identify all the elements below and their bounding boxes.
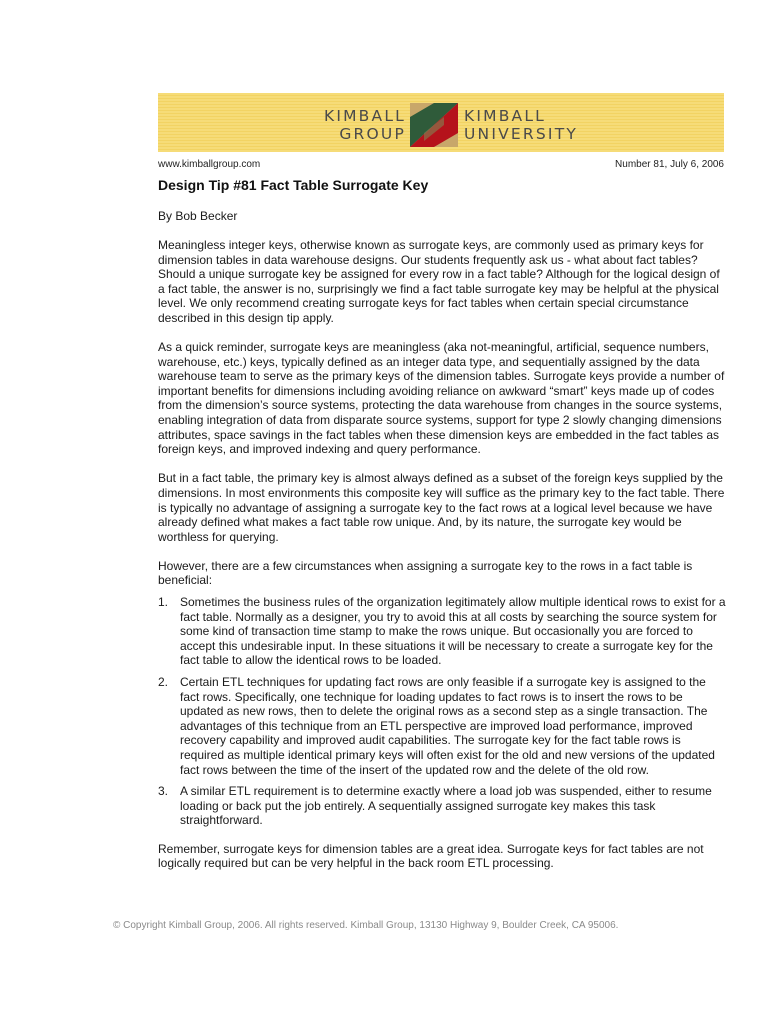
- list-number: 3.: [158, 784, 169, 799]
- list-text: Certain ETL techniques for updating fact rows are only feasible if a surrogate key is assigned to the fact rows. Specifically, one technique for loading updates to fact rows is to insert the rows to be updated as new rows, then to delete the original rows as a second step as a single transaction. The advantages of this technique from an ETL perspective are improved load performance, improved recovery capability and improved audit capabilities. The surrogate key for the fact table rows is required as multiple identical primary keys will often exist for the old and new versions of the updated fact rows between the time of the insert of the updated row and the delete of the old row.: [180, 674, 715, 777]
- list-number: 2.: [158, 674, 169, 689]
- paragraph-2: As a quick reminder, surrogate keys are meaningless (aka not-meaningful, artificial, sequence numbers, warehouse, etc.) keys, typically defined as an integer data type, and sequentially assigned by the data warehouse team to serve as the primary keys of the dimension tables. Surrogate keys provide a number of important benefits for dimensions including avoiding reliance on awkward “smart” keys made up of codes from the dimension’s source systems, protecting the data warehouse from changes in the source systems, enabling integration of data from disparate source systems, support for type 2 slowly changing dimensions attributes, space savings in the fact tables when these dimension keys are embedded in the fact tables as foreign keys, and improved indexing and query performance.: [158, 340, 725, 457]
- paragraph-4: However, there are a few circumstances when assigning a surrogate key to the rows in a fact table is beneficial:: [158, 558, 693, 588]
- brand-right-line2: UNIVERSITY: [464, 125, 579, 143]
- header-banner: [158, 93, 724, 152]
- list-item: [158, 595, 728, 668]
- document-title: Design Tip #81 Fact Table Surrogate Key: [158, 177, 429, 193]
- brand-right-line1: KIMBALL: [464, 107, 547, 125]
- website-url: www.kimballgroup.com: [158, 159, 261, 170]
- list-text: A similar ETL requirement is to determine exactly where a load job was suspended, either to resume loading or back put the job entirely. A sequentially assigned surrogate key makes this task straightforward.: [180, 784, 712, 828]
- paragraph-5: Remember, surrogate keys for dimension tables are a great idea. Surrogate keys for fact tables are not logically required but can be very helpful in the back room ETL processing.: [158, 841, 704, 871]
- list-item: [158, 675, 728, 777]
- issue-info: Number 81, July 6, 2006: [615, 159, 724, 170]
- brand-left-line2: GROUP: [339, 125, 406, 143]
- paragraph-3: But in a fact table, the primary key is almost always defined as a subset of the foreign keys supplied by the dimensions. In most environments this composite key will suffice as the primary key to the fact table. There is typically no advantage of assigning a surrogate key to the fact rows at a logical level because we have already defined what makes a fact table row unique. And, by its nature, the surrogate key would be worthless for querying.: [158, 471, 725, 544]
- list-item: [158, 784, 728, 828]
- article-body: [158, 238, 728, 886]
- list-text: Sometimes the business rules of the organization legitimately allow multiple identical rows to exist for a fact table. Normally as a designer, you try to avoid this at all costs by searching the source system for some kind of transaction time stamp to make the rows unique. But occasionally you are forced to accept this undesirable input. In these situations it will be necessary to create a surrogate key for the fact table to allow the identical rows to be loaded.: [180, 594, 726, 668]
- copyright-footer: © Copyright Kimball Group, 2006. All rights reserved. Kimball Group, 13130 Highway 9, Boulder Creek, CA 95006.: [113, 920, 619, 931]
- kimball-group-wordmark: [324, 107, 406, 143]
- paragraph-1: Meaningless integer keys, otherwise known as surrogate keys, are commonly used as primary keys for dimension tables in data warehouse designs. Our students frequently ask us - what about fact tables? Should a unique surrogate key be assigned for every row in a fact table? Although for the logical design of a fact table, the answer is no, surprisingly we find a fact table surrogate key may be helpful at the physical level. We only recommend creating surrogate keys for fact tables when certain special circumstance described in this design tip apply.: [158, 238, 720, 325]
- kimball-logo-icon: [410, 103, 458, 147]
- brand-left-line1: KIMBALL: [323, 107, 406, 125]
- kimball-university-wordmark: [464, 107, 578, 143]
- list-number: 1.: [158, 594, 169, 609]
- author-byline: By Bob Becker: [158, 209, 238, 223]
